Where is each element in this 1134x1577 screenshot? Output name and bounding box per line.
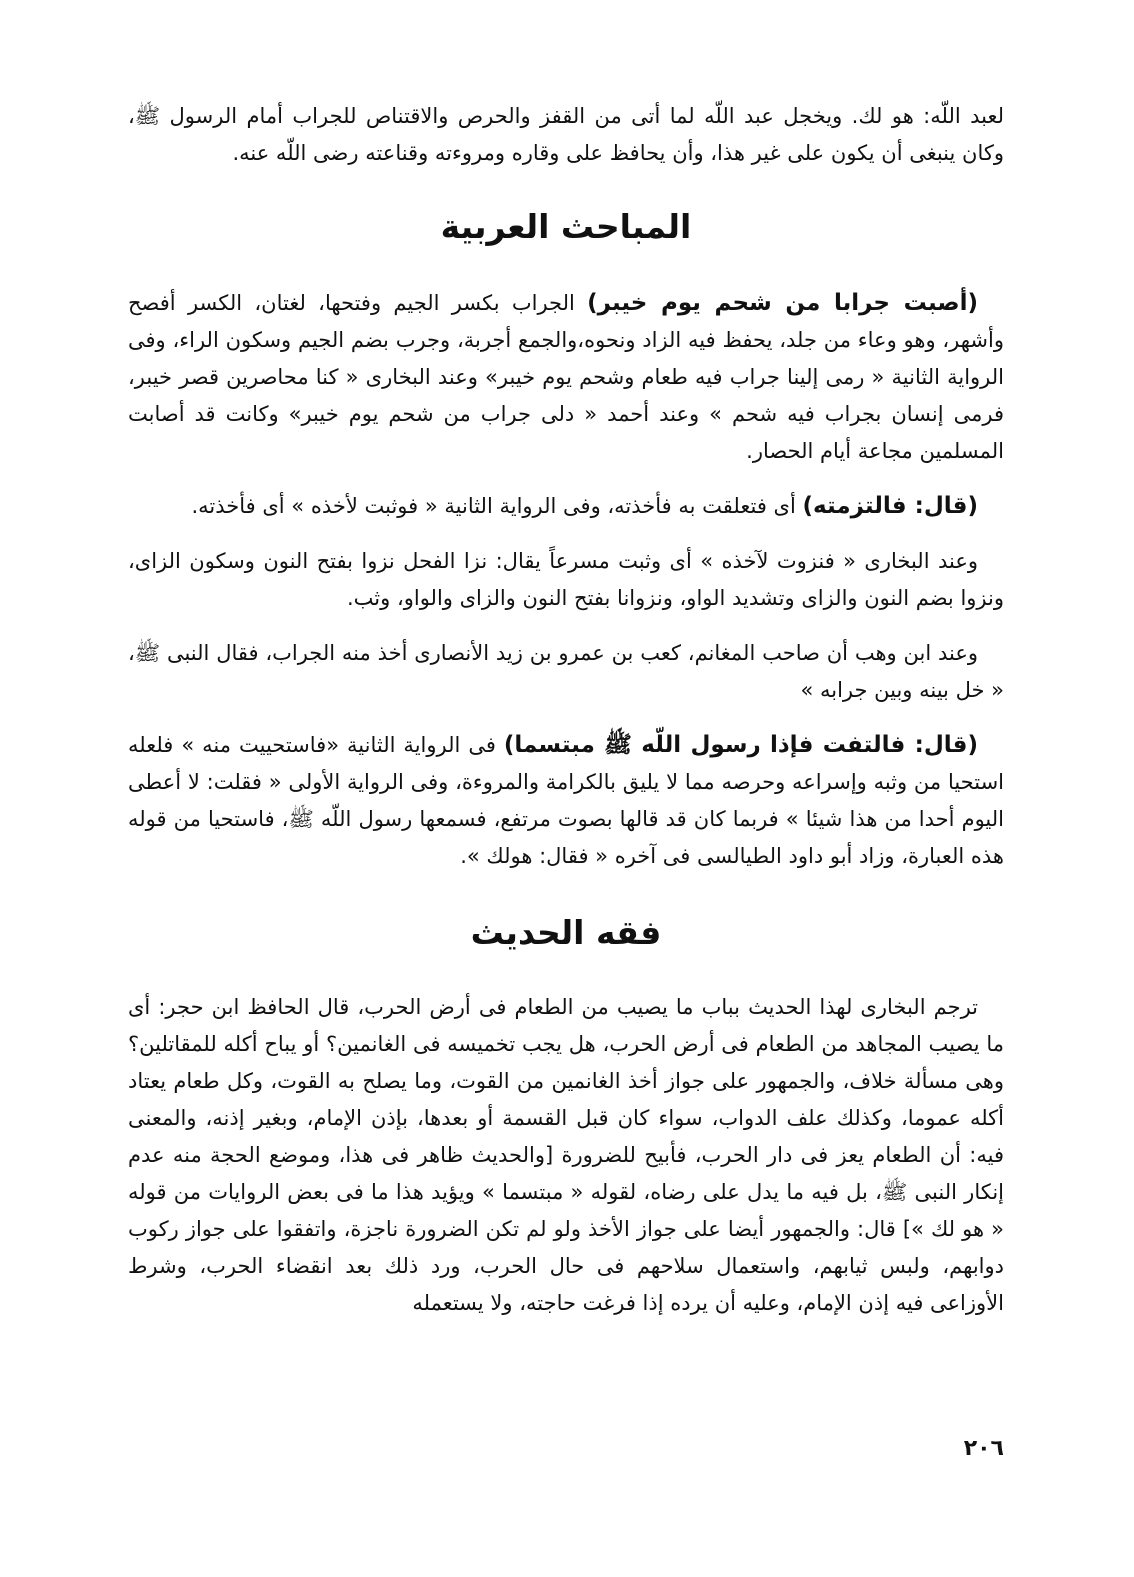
paragraph-bukhari-nazawtu: وعند البخارى « فنزوت لآخذه » أى وثبت مسرعاً يقال: نزا الفحل نزوا بفتح النون وسكون الزاى، ونزوا بضم النون والزاى وتشديد الواو، ونزوانا بفتح النون والزاى والواو، وثب.: [128, 549, 1004, 610]
paragraph-jirab-text: الجراب بكسر الجيم وفتحها، لغتان، الكسر أفصح وأشهر، وهو وعاء من جلد، يحفظ فيه الزاد ونحوه،والجمع أجربة، وجرب بضم الجيم وسكون الراء، وفى الرواية الثانية « رمى إلينا جراب فيه طعام وشحم يوم خيبر» وعند البخارى « كنا محاصرين قصر خيبر، فرمى إنسان بجراب فيه شحم » وعند أحمد « دلى جراب من شحم يوم خيبر» وكانت قد أصابت المسلمين مجاعة أيام الحصار.: [128, 291, 1004, 463]
lead-phrase-iltazamtuhu: (قال: فالتزمته): [802, 493, 978, 519]
paragraph-intro: لعبد اللّه: هو لك. ويخجل عبد اللّه لما أتى من القفز والحرص والاقتناص للجراب أمام الرسول ﷺ، وكان ينبغى أن يكون على غير هذا، وأن يحافظ على وقاره ومروءته وقناعته رضى اللّه عنه.: [128, 104, 1004, 165]
heading-arabic-studies: المباحث العربية: [440, 207, 692, 246]
paragraph-iltazamtuhu: [128, 488, 1004, 525]
paragraph-ibn-wahb: وعند ابن وهب أن صاحب المغانم، كعب بن عمرو بن زيد الأنصارى أخذ منه الجراب، فقال النبى ﷺ، « خل بينه وبين جرابه »: [128, 641, 1004, 702]
lead-phrase-jirab: (أصبت جرابا من شحم يوم خيبر): [587, 290, 978, 316]
heading-fiqh-al-hadith: فقه الحديث: [470, 913, 662, 952]
page-number: ٢٠٦: [963, 1436, 1004, 1461]
paragraph-iltafatu-text: فى الرواية الثانية «فاستحييت منه » فلعله استحيا من وثبه وإسراعه وحرصه مما لا يليق بالكرامة والمروءة، وفى الرواية الأولى « فقلت: لا أعطى اليوم أحدا من هذا شيئا » فربما كان قد قالها بصوت مرتفع، فسمعها رسول اللّه ﷺ، فاستحيا من قوله هذه العبارة، وزاد أبو داود الطيالسى فى آخره « فقال: هولك ».: [128, 733, 1004, 868]
paragraph-iltafatu: [128, 727, 1004, 875]
paragraph-jirab: [128, 285, 1004, 470]
page-content: [128, 96, 1004, 1322]
paragraph-fiqh: ترجم البخارى لهذا الحديث بباب ما يصيب من الطعام فى أرض الحرب، قال الحافظ ابن حجر: أى ما يصيب المجاهد من الطعام فى أرض الحرب، هل يجب تخميسه فى الغانمين؟ أو يباح أكله للمقاتلين؟ وهى مسألة خلاف، والجمهور على جواز أخذ الغانمين من القوت، وما يصلح به القوت، وكل طعام يعتاد أكله عموما، وكذلك علف الدواب، سواء كان قبل القسمة أو بعدها، بإذن الإمام، وبغير إذنه، والمعنى فيه: أن الطعام يعز فى دار الحرب، فأبيح للضرورة [والحديث ظاهر فى هذا، وموضع الحجة منه عدم إنكار النبى ﷺ، بل فيه ما يدل على رضاه، لقوله « مبتسما » ويؤيد هذا ما فى بعض الروايات من قوله « هو لك »] قال: والجمهور أيضا على جواز الأخذ ولو لم تكن الضرورة ناجزة، واتفقوا على جواز ركوب دوابهم، ولبس ثيابهم، واستعمال سلاحهم فى حال الحرب، ورد ذلك بعد انقضاء الحرب، وشرط الأوزاعى فيه إذن الإمام، وعليه أن يرده إذا فرغت حاجته، ولا يستعمله: [128, 995, 1004, 1315]
paragraph-iltazamtuhu-text: أى فتعلقت به فأخذته، وفى الرواية الثانية « فوثبت لأخذه » أى فأخذته.: [191, 494, 803, 518]
lead-phrase-iltafatu: (قال: فالتفت فإذا رسول اللّه ﷺ مبتسما): [503, 732, 979, 758]
